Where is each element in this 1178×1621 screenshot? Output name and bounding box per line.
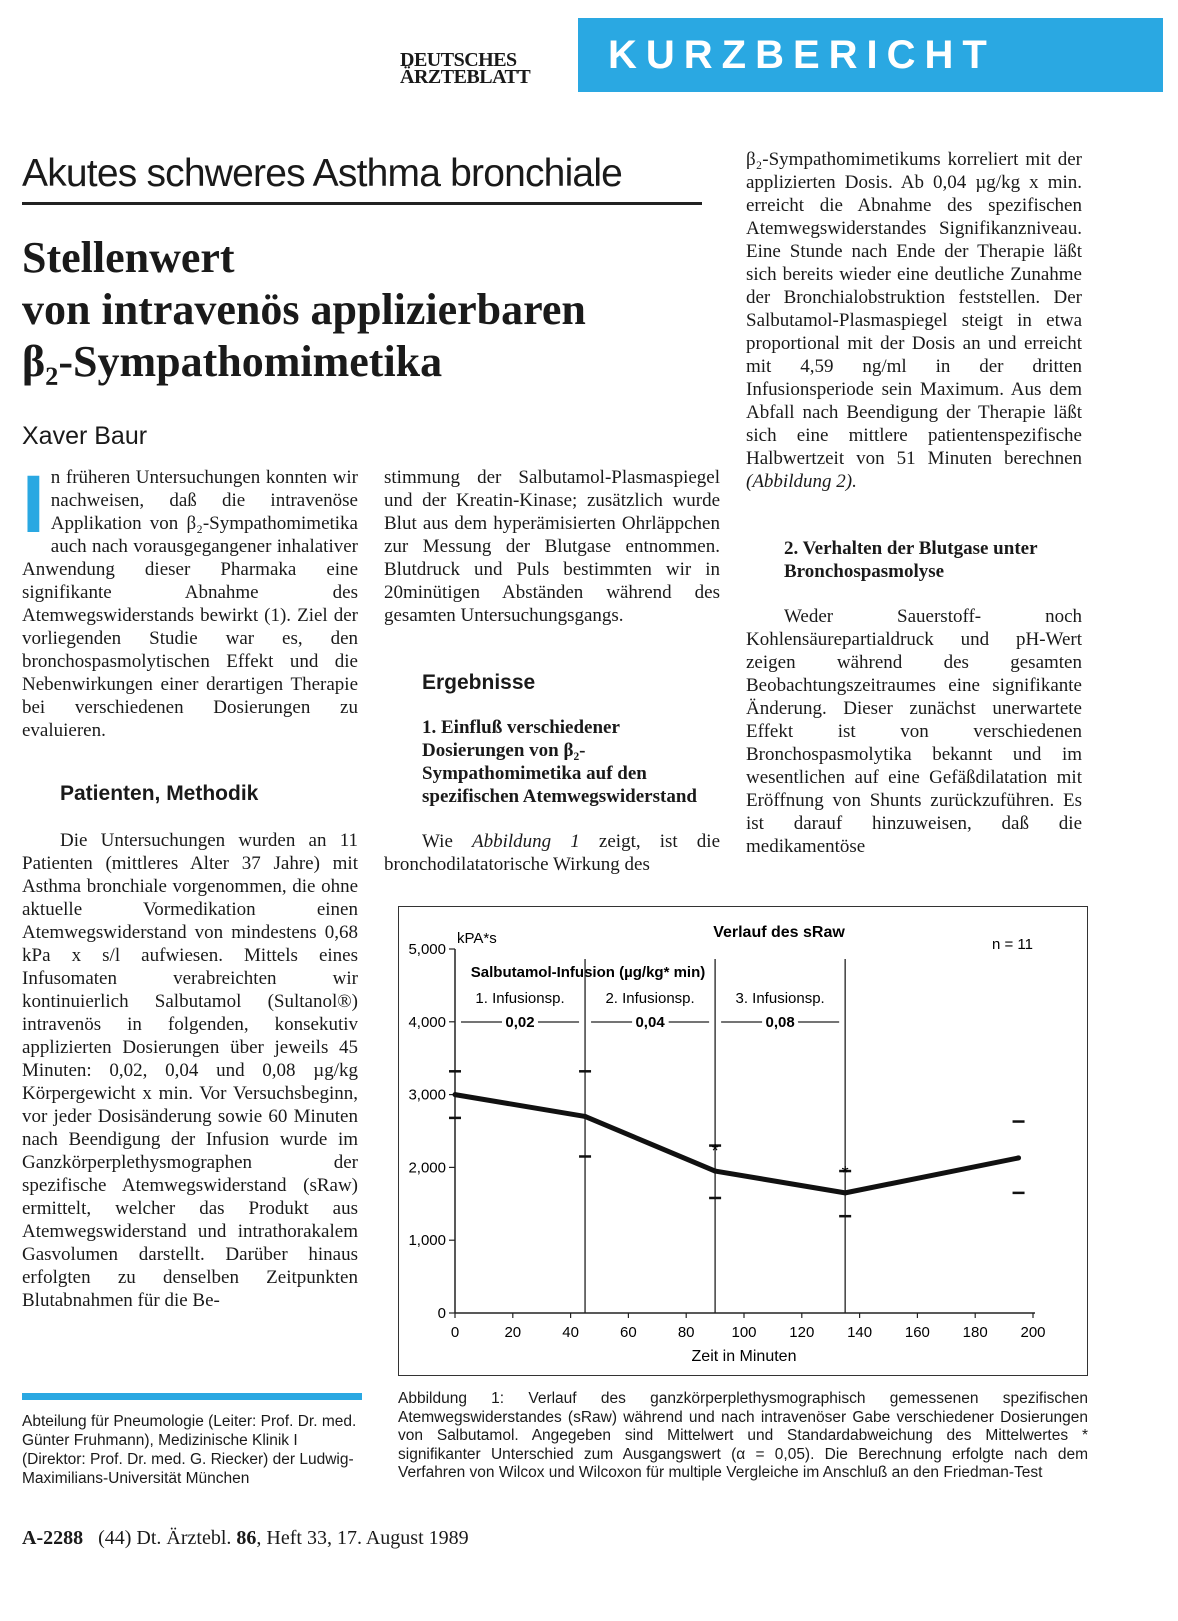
sraw-chart — [399, 907, 1086, 1374]
x-tick-label: 60 — [620, 1324, 637, 1341]
chart-title: Verlauf des sRaw — [713, 924, 845, 941]
x-tick-label: 0 — [450, 1324, 460, 1341]
x-tick-label: 140 — [847, 1324, 873, 1341]
figure-caption: Abbildung 1: Verlauf des ganzkörperplethysmographisch gemessenen spezifischen Atemwegswiderstandes (sRaw) während und nach intravenöser Gabe verschiedener Dosierungen von Salbutamol. Angegeben sind Mittelwert und Standardabweichung des Mittelwertes * signifikanter Unterschied zum Ausgangswert (α = 0,05). Die Berechnung erfolgte nach dem Verfahren von Wilcox und Wilcoxon für multiple Vergleiche im Anschluß an den Friedman-Test — [398, 1390, 1088, 1481]
n-label: n = 11 — [991, 936, 1033, 953]
x-tick-label: 120 — [789, 1324, 815, 1341]
phase-dose: 0,02 — [505, 1014, 535, 1031]
title-line3: β₂-Sympathomimetika — [22, 337, 443, 386]
subheading-1: 1. Einfluß verschiedener Dosierungen von β₂-Sympathomimetika auf den spezifischen Atemwegswiderstand — [422, 717, 697, 807]
phase-dose: 0,08 — [765, 1014, 795, 1031]
author: Xaver Baur — [22, 422, 148, 450]
methods-paragraph: Die Untersuchungen wurden an 11 Patienten (mittleres Alter 37 Jahre) mit Asthma bronchiale vorgenommen, die ohne aktuelle Vormedikation einen Atemwegswiderstand von mindestens 0,68 kPa x s/l aufwiesen. Mittels eines Infusomaten verabreichten wir kontinuierlich Salbutamol (Sultanol®) intravenös in folgenden, konsekutiv applizierten Dosierungen über jeweils 45 Minuten: 0,02, 0,04 und 0,08 µg/kg Körpergewicht x min. Vor Versuchsbeginn, vor jeder Dosisänderung sowie 60 Minuten nach Beendigung der Infusion wurde im Ganzkörperplethysmographen der spezifische Atemwegswiderstand (sRaw) ermittelt, welcher das Produkt aus Atemwegswiderstand und intrathorakalem Gasvolumen darstellt. Darüber hinaus erfolgten zu denselben Zeitpunkten Blutabnahmen für die Be- — [22, 830, 358, 1311]
data-point — [583, 1114, 588, 1119]
page-number: A-2288 — [22, 1527, 84, 1549]
figure-ref: Abbildung 1 — [472, 831, 580, 852]
intro-text: n früheren Untersuchungen konnten wir nachweisen, daß die intravenöse Applikation von β₂-Sympathomimetika auch nach vorausgegangener inhalativer Anwendung dieser Pharmaka eine signifikante Abnahme des Atemwegswiderstands bewirkt (1). Ziel der vorliegenden Studie war es, den bronchospasmolytischen Effekt und die Nebenwirkungen einer derartigen Therapie bei verschiedenen Dosierungen zu evaluieren. — [22, 467, 358, 741]
phase-label: 1. Infusionsp. — [475, 990, 565, 1007]
title-line1: Stellenwert — [22, 233, 235, 282]
volume: 86 — [236, 1527, 257, 1549]
title-line2: von intravenös applizierbaren — [22, 285, 586, 334]
x-tick-label: 40 — [562, 1324, 579, 1341]
y-axis-label: kPA*s — [457, 930, 497, 947]
x-tick-label: 80 — [677, 1324, 695, 1341]
phase-label: 3. Infusionsp. — [735, 990, 825, 1007]
x-tick-label: 100 — [731, 1324, 757, 1341]
heading-results: Ergebnisse — [422, 671, 536, 694]
data-point — [843, 1190, 848, 1195]
series-line — [455, 1095, 1019, 1193]
phase-dose: 0,04 — [635, 1014, 665, 1031]
y-tick-label: 2,000 — [408, 1159, 446, 1177]
x-tick-label: 20 — [504, 1324, 522, 1341]
masthead — [400, 49, 570, 88]
y-tick-label: 1,000 — [408, 1232, 446, 1250]
kicker: Akutes schweres Asthma bronchiale — [22, 152, 702, 205]
y-tick-label: 5,000 — [408, 941, 446, 958]
significance-mark: * — [711, 1141, 719, 1162]
col3-paragraph-2: Weder Sauerstoff- noch Kohlensäurepartialdruck und pH-Wert zeigen während des gesamten Beobachtungszeitraumes eine signifikante Änderung. Dieser zunächst unerwartete Effekt ist von verschiedenen Bronchospasmolytika bekannt und im wesentlichen auf eine Gefäßdilatation mit Eröffnung von Shunts zurückzuführen. Es ist darauf hinzuweisen, daß die medikamentöse — [746, 606, 1082, 857]
masthead-line1: DEUTSCHES — [400, 49, 517, 71]
affiliation-bar — [22, 1393, 362, 1400]
column-2 — [384, 466, 720, 876]
affiliation: Abteilung für Pneumologie (Leiter: Prof. Dr. med. Günter Fruhmann), Medizinische Klinik I (Direktor: Prof. Dr. med. G. Riecker) der Ludwig-Maximilians-Universität München — [22, 1413, 357, 1487]
x-tick-label: 160 — [904, 1324, 930, 1341]
x-axis-label: Zeit in Minuten — [691, 1348, 797, 1365]
y-tick-label: 3,000 — [408, 1086, 446, 1104]
drop-cap: I — [22, 459, 45, 550]
data-point — [1016, 1155, 1021, 1160]
col2-paragraph-2: Wie Abbildung 1 zeigt, ist die bronchodilatatorische Wirkung des — [384, 831, 721, 875]
column-3 — [746, 148, 1082, 858]
page-footer: A-2288 (44) Dt. Ärztebl. 86, Heft 33, 17. August 1989 — [22, 1527, 469, 1549]
column-1 — [22, 459, 358, 1312]
article-title — [22, 232, 742, 388]
data-point — [453, 1092, 458, 1097]
x-tick-label: 200 — [1020, 1324, 1046, 1341]
intro-paragraph — [22, 459, 358, 742]
y-tick-label: 4,000 — [408, 1013, 446, 1031]
significance-mark: * — [841, 1162, 849, 1183]
x-tick-label: 180 — [962, 1324, 988, 1341]
heading-methods: Patienten, Methodik — [60, 782, 259, 805]
col3-paragraph: β₂-Sympathomimetikums korreliert mit der applizierten Dosis. Ab 0,04 µg/kg x min. erreicht die Abnahme des spezifischen Atemwegswiderstandes Signifikanzniveau. Eine Stunde nach Ende der Therapie läßt sich bereits wieder eine deutliche Zunahme der Bronchialobstruktion feststellen. Der Salbutamol-Plasmaspiegel steigt in etwa proportional mit der Dosis an und erreicht mit 4,59 ng/ml in der dritten Infusionsperiode sein Maximum. Aus dem Abfall nach Beendigung der Therapie läßt sich eine mittlere patientenspezifische Halbwertzeit von 51 Minuten berechnen (Abbildung 2). — [746, 149, 1082, 492]
infusion-title: Salbutamol-Infusion (µg/kg* min) — [470, 964, 706, 981]
figure-1 — [398, 906, 1088, 1376]
phase-label: 2. Infusionsp. — [605, 990, 695, 1007]
figure-ref-2: (Abbildung 2). — [746, 471, 857, 492]
y-tick-label: 0 — [437, 1305, 446, 1322]
section-banner: KURZBERICHT — [578, 18, 1163, 92]
subheading-2: 2. Verhalten der Blutgase unter Bronchospasmolyse — [784, 538, 1038, 582]
data-point — [713, 1169, 718, 1174]
col2-paragraph: stimmung der Salbutamol-Plasmaspiegel und der Kreatin-Kinase; zusätzlich wurde Blut aus dem hyperämisierten Ohrläppchen zur Messung der Blutgase entnommen. Blutdruck und Puls bestimmten wir in 20minütigen Abständen während des gesamten Untersuchungsgangs. — [384, 467, 720, 626]
masthead-line2: ÄRZTEBLATT — [400, 66, 531, 88]
